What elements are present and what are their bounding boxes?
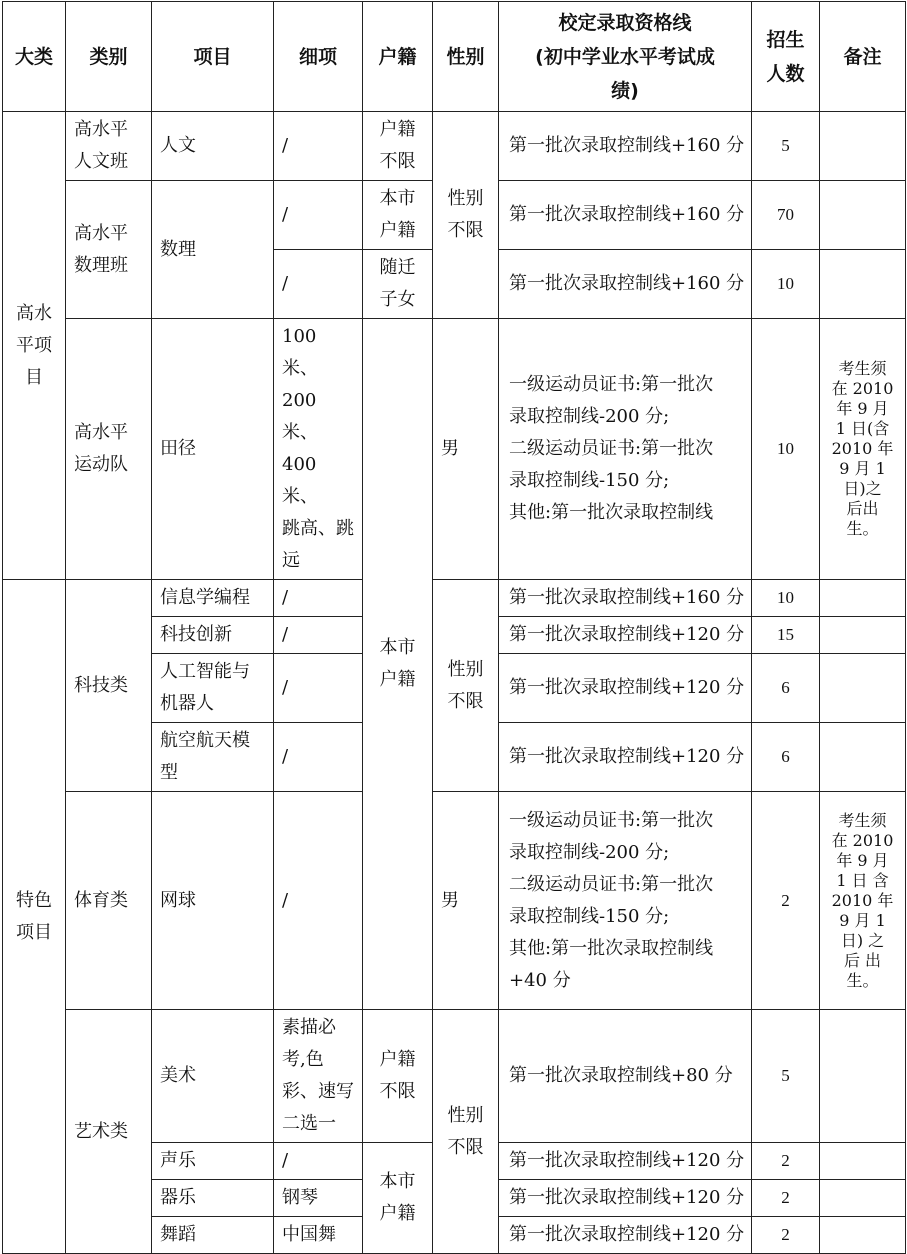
- program-fine-art: 美术: [152, 1010, 274, 1143]
- program-instrument: 器乐: [152, 1180, 274, 1217]
- category-sports: 体育类: [66, 792, 152, 1010]
- header-major-category: 大类: [3, 2, 66, 112]
- criteria-cell: 第一批次录取控制线+160 分: [499, 250, 752, 319]
- remarks-cell: [820, 112, 906, 181]
- quota-cell: 2: [752, 1217, 820, 1254]
- header-category: 类别: [66, 2, 152, 112]
- quota-cell: 5: [752, 112, 820, 181]
- quota-cell: 2: [752, 1180, 820, 1217]
- remarks-cell: [820, 723, 906, 792]
- remarks-cell: [820, 250, 906, 319]
- criteria-cell: 第一批次录取控制线+120 分: [499, 1180, 752, 1217]
- category-sports-team: 高水平 运动队: [66, 319, 152, 580]
- remarks-cell: [820, 181, 906, 250]
- remarks-cell: [820, 580, 906, 617]
- header-quota: 招生 人数: [752, 2, 820, 112]
- gender-any: 性别 不限: [433, 112, 499, 319]
- header-criteria: 校定录取资格线 (初中学业水平考试成 绩): [499, 2, 752, 112]
- remarks-cell: [820, 1143, 906, 1180]
- group-high-level: 高水 平项 目: [3, 112, 66, 580]
- remarks-cell: [820, 1180, 906, 1217]
- category-humanities: 高水平 人文班: [66, 112, 152, 181]
- detail-cell: /: [274, 617, 363, 654]
- detail-fine-art: 素描必 考,色 彩、速写 二选一: [274, 1010, 363, 1143]
- criteria-cell: 第一批次录取控制线+80 分: [499, 1010, 752, 1143]
- table-row: [3, 112, 906, 181]
- category-math: 高水平 数理班: [66, 181, 152, 319]
- program-innovation: 科技创新: [152, 617, 274, 654]
- hukou-local: 本市 户籍: [363, 319, 433, 1010]
- quota-cell: 5: [752, 1010, 820, 1143]
- criteria-cell: 第一批次录取控制线+160 分: [499, 181, 752, 250]
- program-info: 信息学编程: [152, 580, 274, 617]
- detail-chinese-dance: 中国舞: [274, 1217, 363, 1254]
- hukou-migrant: 随迁 子女: [363, 250, 433, 319]
- header-gender: 性别: [433, 2, 499, 112]
- criteria-cell: 第一批次录取控制线+120 分: [499, 1217, 752, 1254]
- header-remarks: 备注: [820, 2, 906, 112]
- detail-cell: /: [274, 1143, 363, 1180]
- quota-cell: 6: [752, 654, 820, 723]
- header-hukou: 户籍: [363, 2, 433, 112]
- program-tennis: 网球: [152, 792, 274, 1010]
- criteria-cell: 第一批次录取控制线+160 分: [499, 112, 752, 181]
- table-row: [3, 1010, 906, 1143]
- detail-cell: /: [274, 792, 363, 1010]
- category-arts: 艺术类: [66, 1010, 152, 1254]
- quota-cell: 10: [752, 319, 820, 580]
- program-math: 数理: [152, 181, 274, 319]
- criteria-cell: 第一批次录取控制线+120 分: [499, 723, 752, 792]
- criteria-cell: 第一批次录取控制线+120 分: [499, 1143, 752, 1180]
- gender-male: 男: [433, 319, 499, 580]
- criteria-cell: 第一批次录取控制线+160 分: [499, 580, 752, 617]
- remarks-cell: [820, 1217, 906, 1254]
- program-track: 田径: [152, 319, 274, 580]
- header-detail: 细项: [274, 2, 363, 112]
- gender-any: 性别 不限: [433, 1010, 499, 1254]
- hukou-local: 本市 户籍: [363, 1143, 433, 1254]
- criteria-track: 一级运动员证书:第一批次 录取控制线-200 分; 二级运动员证书:第一批次 录取控制线-150 分; 其他:第一批次录取控制线: [499, 319, 752, 580]
- remarks-tennis: 考生须 在 2010 年 9 月 1 日 含 2010 年 9 月 1 日) 之 后 出 生。: [820, 792, 906, 1010]
- criteria-tennis: 一级运动员证书:第一批次 录取控制线-200 分; 二级运动员证书:第一批次 录取控制线-150 分; 其他:第一批次录取控制线 +40 分: [499, 792, 752, 1010]
- detail-piano: 钢琴: [274, 1180, 363, 1217]
- criteria-cell: 第一批次录取控制线+120 分: [499, 654, 752, 723]
- quota-cell: 10: [752, 250, 820, 319]
- detail-track: 100 米、 200 米、 400 米、 跳高、跳 远: [274, 319, 363, 580]
- program-humanities: 人文: [152, 112, 274, 181]
- hukou-unlimited: 户籍 不限: [363, 1010, 433, 1143]
- table-row: [3, 319, 906, 580]
- detail-cell: /: [274, 654, 363, 723]
- remarks-track: 考生须 在 2010 年 9 月 1 日(含 2010 年 9 月 1 日)之 后出 生。: [820, 319, 906, 580]
- program-aero: 航空航天模 型: [152, 723, 274, 792]
- table-row: [3, 792, 906, 1010]
- detail-cell: /: [274, 723, 363, 792]
- remarks-cell: [820, 617, 906, 654]
- gender-male: 男: [433, 792, 499, 1010]
- hukou-unlimited: 户籍 不限: [363, 112, 433, 181]
- detail-cell: /: [274, 112, 363, 181]
- category-tech: 科技类: [66, 580, 152, 792]
- program-dance: 舞蹈: [152, 1217, 274, 1254]
- gender-any: 性别 不限: [433, 580, 499, 792]
- program-vocal: 声乐: [152, 1143, 274, 1180]
- group-special: 特色 项目: [3, 580, 66, 1254]
- admission-table: [2, 1, 906, 1254]
- hukou-local: 本市 户籍: [363, 181, 433, 250]
- table-row: [3, 580, 906, 617]
- quota-cell: 15: [752, 617, 820, 654]
- quota-cell: 2: [752, 792, 820, 1010]
- quota-cell: 6: [752, 723, 820, 792]
- detail-cell: /: [274, 250, 363, 319]
- criteria-cell: 第一批次录取控制线+120 分: [499, 617, 752, 654]
- program-ai: 人工智能与 机器人: [152, 654, 274, 723]
- quota-cell: 10: [752, 580, 820, 617]
- remarks-cell: [820, 1010, 906, 1143]
- quota-cell: 2: [752, 1143, 820, 1180]
- header-row: [3, 2, 906, 112]
- quota-cell: 70: [752, 181, 820, 250]
- remarks-cell: [820, 654, 906, 723]
- header-program: 项目: [152, 2, 274, 112]
- detail-cell: /: [274, 181, 363, 250]
- detail-cell: /: [274, 580, 363, 617]
